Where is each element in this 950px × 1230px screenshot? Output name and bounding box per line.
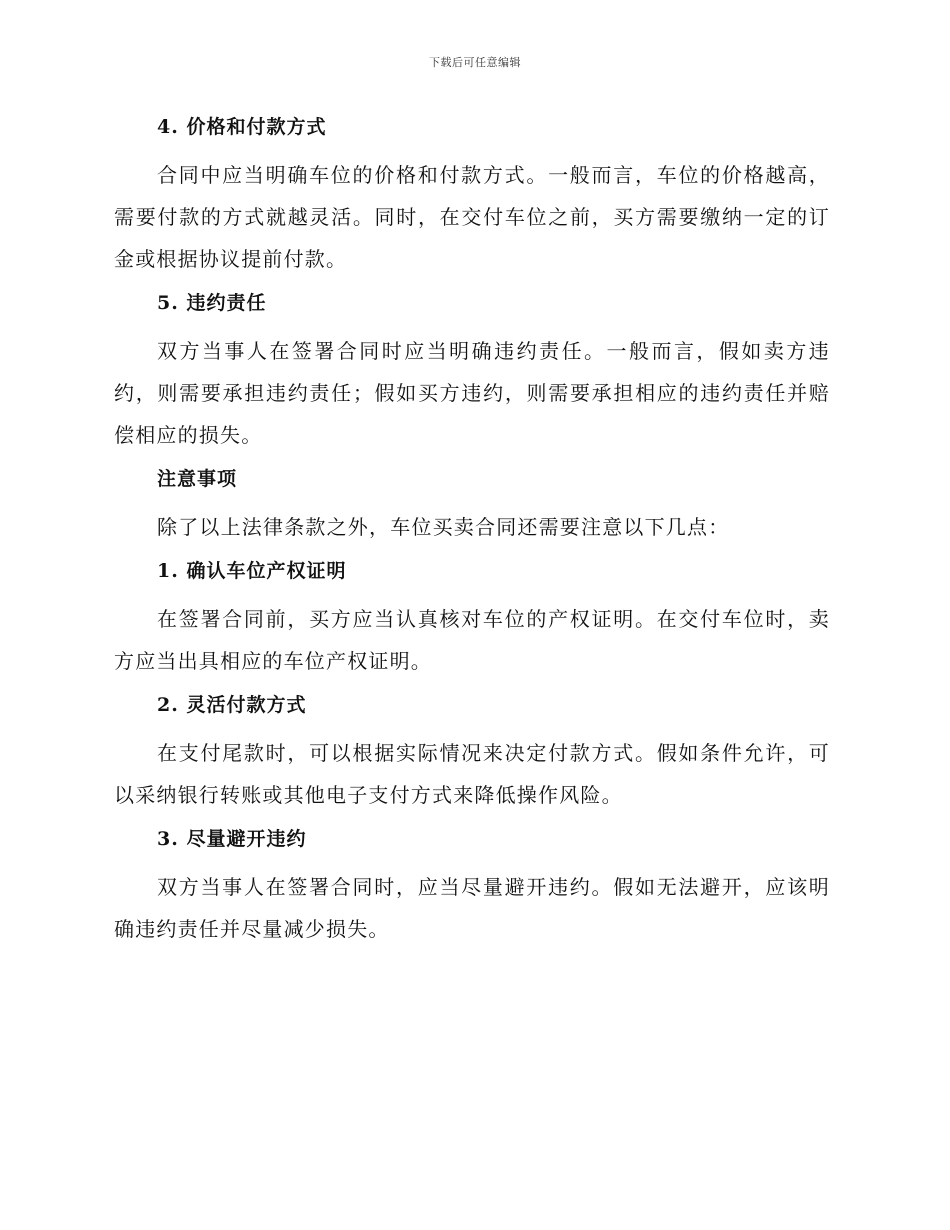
section-paragraph: 在支付尾款时，可以根据实际情况来决定付款方式。假如条件允许，可以采纳银行转账或其他电子支付方式来降低操作风险。 — [114, 741, 830, 807]
section-paragraph: 双方当事人在签署合同时应当明确违约责任。一般而言，假如卖方违约，则需要承担违约责任；假如买方违约，则需要承担相应的违约责任并赔偿相应的损失。 — [114, 339, 830, 447]
section-notes — [114, 462, 830, 554]
page-header: 下载后可任意编辑 — [429, 56, 521, 69]
section-flexible-payment — [114, 688, 830, 822]
section-paragraph: 双方当事人在签署合同时，应当尽量避开违约。假如无法避开，应该明确违约责任并尽量减少损失。 — [114, 875, 830, 941]
section-paragraph: 合同中应当明确车位的价格和付款方式。一般而言，车位的价格越高，需要付款的方式就越灵活。同时，在交付车位之前，买方需要缴纳一定的订金或根据协议提前付款。 — [114, 163, 830, 271]
section-heading: 3. 尽量避开违约 — [157, 828, 307, 850]
section-heading: 5. 违约责任 — [157, 292, 267, 314]
section-price-payment — [114, 110, 830, 286]
section-heading: 1. 确认车位产权证明 — [157, 560, 347, 582]
section-heading: 注意事项 — [157, 468, 238, 490]
section-heading: 2. 灵活付款方式 — [157, 694, 307, 716]
section-paragraph: 在签署合同前，买方应当认真核对车位的产权证明。在交付车位时，卖方应当出具相应的车位产权证明。 — [114, 607, 830, 673]
section-confirm-title — [114, 554, 830, 688]
document-body — [114, 110, 830, 950]
section-paragraph: 除了以上法律条款之外，车位买卖合同还需要注意以下几点： — [157, 515, 730, 539]
section-avoid-breach — [114, 822, 830, 950]
section-breach-liability — [114, 286, 830, 462]
section-heading: 4. 价格和付款方式 — [157, 116, 327, 138]
